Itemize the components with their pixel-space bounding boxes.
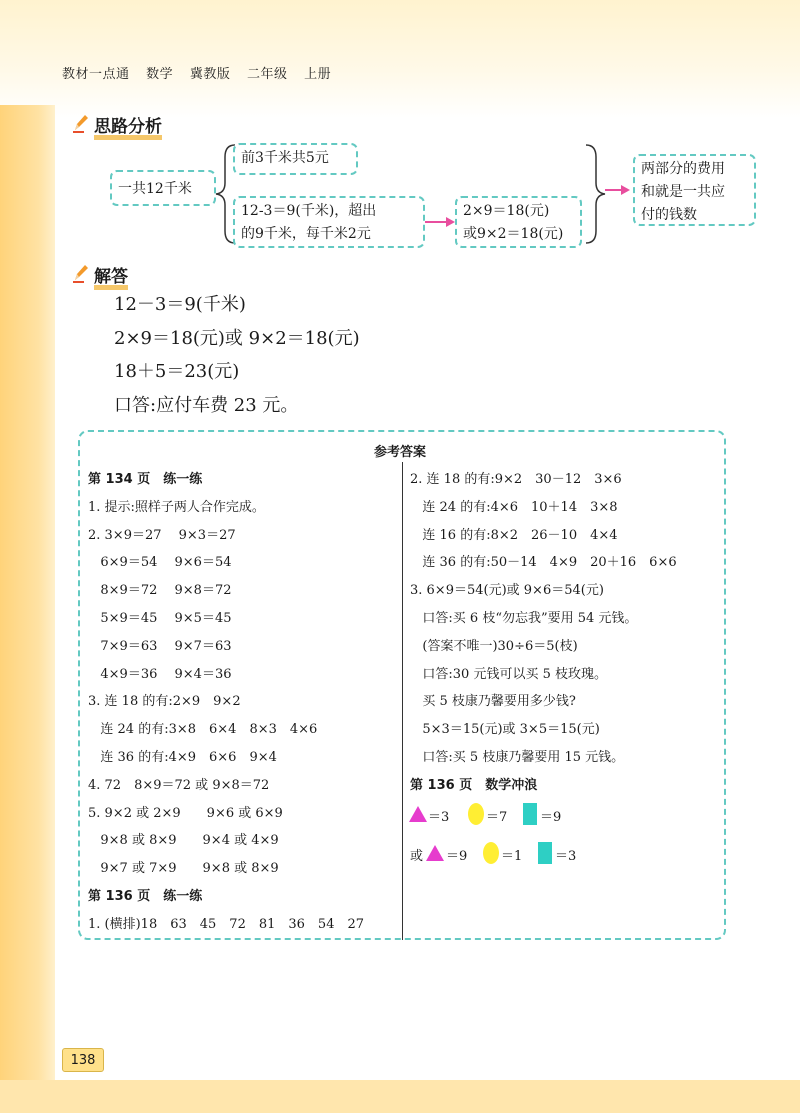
oval-value: ＝1 [501,849,523,864]
rectangle-value: ＝9 [540,810,562,825]
triangle-value: ＝3 [428,810,450,825]
reference-answer-line: 3. 6×9＝54(元)或 9×6＝54(元) [410,583,604,599]
header-series: 教材一点通 [62,67,130,82]
reference-answer-line: (答案不唯一)30÷6＝5(枝) [410,638,578,654]
bottom-band [0,1080,800,1113]
result-line-2: 和就是一共应 [641,184,725,200]
reference-answer-line: 2. 3×9＝27 9×3＝27 [88,527,236,543]
reference-answer-line: 连 24 的有:3×8 6×4 8×3 4×6 [88,722,318,738]
solution-line-3: 18＋5＝23(元) [114,361,240,382]
reference-answer-line: 5×9＝45 9×5＝45 [88,611,232,626]
reference-answer-line: 8×9＝72 9×8＝72 [88,583,232,599]
arrow-1-head [446,217,455,227]
alternative-prefix: 或 [410,849,424,864]
cost-line-1: 2×9＝18(元) [463,203,550,219]
reference-answer-line: 7×9＝63 9×7＝63 [88,638,232,654]
header-grade: 二年级 [246,67,288,82]
reference-answer-line: 口答:买 6 枝“勿忘我”要用 54 元钱。 [410,611,638,626]
oval-value: ＝7 [486,810,508,825]
reference-section-heading: 第 134 页 练一练 [88,472,203,487]
total-distance-box [110,170,216,206]
solution-title: 解答 [94,267,128,287]
analysis-title: 思路分析 [94,117,162,137]
reference-answer-line: 口答:30 元钱可以买 5 枝玫瑰。 [410,666,607,682]
rectangle-shape [538,842,552,864]
total-distance-text: 一共12千米 [118,181,192,197]
book-header [62,63,343,82]
triangle-shape [409,806,427,822]
column-divider [402,462,403,940]
header-edition: 冀教版 [189,67,231,82]
result-line-3: 付的钱数 [641,207,697,223]
reference-answer-line: 4×9＝36 9×4＝36 [88,666,232,682]
cost-line-2: 或9×2＝18(元) [463,226,564,242]
reference-answer-line: 口答:买 5 枝康乃馨要用 15 元钱。 [410,750,625,765]
reference-answer-line: 连 24 的有:4×6 10＋14 3×8 [410,499,618,515]
reference-answer-line: 2. 连 18 的有:9×2 30－12 3×6 [410,472,622,487]
reference-answer-line: 5. 9×2 或 2×9 9×6 或 6×9 [88,805,283,821]
header-volume: 上册 [304,67,332,82]
reference-answer-line: 买 5 枝康乃馨要用多少钱? [410,694,576,710]
reference-title: 参考答案 [373,445,426,460]
excess-line-2: 的9千米，每千米2元 [241,226,371,242]
pencil-icon [72,263,90,283]
oval-shape [483,842,499,864]
first3km-box [233,143,358,175]
reference-answer-line: 5×3＝15(元)或 3×5＝15(元) [410,722,600,738]
right-brace [582,143,608,245]
result-line-1: 两部分的费用 [641,161,725,177]
arrow-1-line [425,221,447,223]
reference-answer-line: 4. 72 8×9＝72 或 9×8＝72 [88,777,270,793]
reference-answer-line: 连 36 的有:50－14 4×9 20＋16 6×6 [410,555,677,571]
reference-section-heading: 第 136 页 数学冲浪 [410,777,538,793]
rectangle-shape [523,803,537,825]
reference-answer-line: 6×9＝54 9×6＝54 [88,555,232,571]
page-number: 138 [62,1048,104,1072]
cost-box [455,196,582,248]
header-band [0,0,800,118]
left-margin-band [0,105,55,1113]
triangle-value: ＝9 [446,849,468,864]
oval-shape [468,803,484,825]
solution-line-4: 口答:应付车费 23 元。 [114,395,299,416]
header-subject: 数学 [146,67,174,82]
reference-answer-line: 连 16 的有:8×2 26－10 4×4 [410,527,618,543]
arrow-2-head [621,185,630,195]
rectangle-value: ＝3 [555,849,577,864]
reference-section-heading: 第 136 页 练一练 [88,889,203,904]
reference-answer-line: 9×7 或 7×9 9×8 或 8×9 [88,861,279,877]
reference-answer-line: 1. 提示:照样子两人合作完成。 [88,499,265,515]
reference-answer-line: 9×8 或 8×9 9×4 或 4×9 [88,833,279,849]
reference-answer-line: 连 36 的有:4×9 6×6 9×4 [88,750,277,765]
reference-answer-line: 3. 连 18 的有:2×9 9×2 [88,694,241,710]
result-box [633,154,756,226]
arrow-2-line [605,189,622,191]
triangle-shape [426,845,444,861]
excess-distance-box [233,196,425,248]
pencil-icon [72,113,90,133]
solution-line-1: 12－3＝9(千米) [114,294,246,315]
first3km-text: 前3千米共5元 [241,150,329,166]
reference-answer-line: 1. (横排)18 63 45 72 81 36 54 27 [88,916,365,932]
solution-line-2: 2×9＝18(元)或 9×2＝18(元) [114,328,360,349]
excess-line-1: 12-3＝9(千米)，超出 [241,203,377,219]
